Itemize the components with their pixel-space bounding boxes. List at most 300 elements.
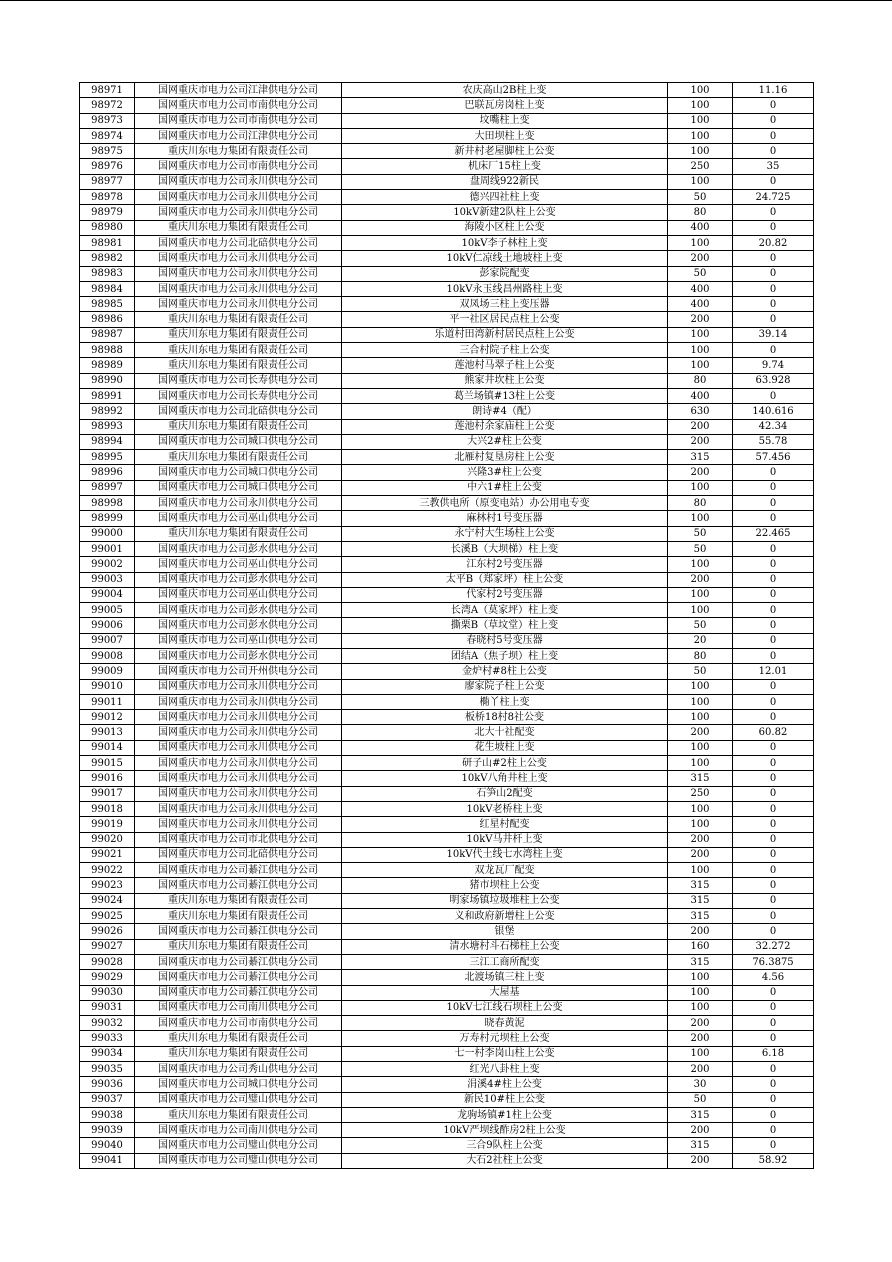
capacity-cell: 315 (668, 771, 733, 786)
row-id-cell: 98985 (80, 297, 135, 312)
transformer-name-cell: 廖家院子柱上公变 (342, 679, 668, 694)
capacity-cell: 100 (668, 174, 733, 189)
company-cell: 国网重庆市电力公司江津供电分公司 (135, 128, 342, 143)
load-value-cell: 32.272 (733, 939, 814, 954)
company-cell: 国网重庆市电力公司城口供电分公司 (135, 480, 342, 495)
company-cell: 国网重庆市电力公司市南供电分公司 (135, 159, 342, 174)
table-row (80, 128, 814, 143)
capacity-cell: 100 (668, 557, 733, 572)
table-row (80, 1046, 814, 1061)
load-value-cell: 0 (733, 603, 814, 618)
transformer-name-cell: 莲池村余家庙柱上公变 (342, 419, 668, 434)
capacity-cell: 400 (668, 388, 733, 403)
company-cell: 国网重庆市电力公司开州供电分公司 (135, 664, 342, 679)
table-row (80, 281, 814, 296)
row-id-cell: 99031 (80, 1000, 135, 1015)
load-value-cell: 0 (733, 251, 814, 266)
transformer-name-cell: 团结A（焦子坝）柱上变 (342, 648, 668, 663)
transformer-name-cell: 10kV永玉线昌州路柱上变 (342, 281, 668, 296)
table-row (80, 924, 814, 939)
row-id-cell: 98978 (80, 190, 135, 205)
table-row (80, 312, 814, 327)
capacity-cell: 400 (668, 281, 733, 296)
capacity-cell: 200 (668, 434, 733, 449)
load-value-cell: 0 (733, 648, 814, 663)
load-value-cell: 35 (733, 159, 814, 174)
table-row (80, 205, 814, 220)
capacity-cell: 315 (668, 1107, 733, 1122)
capacity-cell: 200 (668, 1031, 733, 1046)
table-row (80, 740, 814, 755)
row-id-cell: 98999 (80, 511, 135, 526)
transformer-name-cell: 兴隆3#柱上公变 (342, 465, 668, 480)
table-row (80, 786, 814, 801)
company-cell: 重庆川东电力集团有限责任公司 (135, 343, 342, 358)
capacity-cell: 200 (668, 572, 733, 587)
capacity-cell: 100 (668, 1046, 733, 1061)
capacity-cell: 100 (668, 587, 733, 602)
company-cell: 国网重庆市电力公司彭水供电分公司 (135, 572, 342, 587)
transformer-name-cell: 板桥18村8社公变 (342, 710, 668, 725)
capacity-cell: 200 (668, 419, 733, 434)
company-cell: 国网重庆市电力公司永川供电分公司 (135, 771, 342, 786)
load-value-cell: 0 (733, 572, 814, 587)
capacity-cell: 50 (668, 190, 733, 205)
capacity-cell: 100 (668, 358, 733, 373)
company-cell: 国网重庆市电力公司永川供电分公司 (135, 190, 342, 205)
transformer-name-cell: 猪市坝柱上公变 (342, 878, 668, 893)
transformer-name-cell: 10kV八角井柱上变 (342, 771, 668, 786)
company-cell: 重庆川东电力集团有限责任公司 (135, 1107, 342, 1122)
load-value-cell: 55.78 (733, 434, 814, 449)
table-row (80, 832, 814, 847)
transformer-name-cell: 石笋山2配变 (342, 786, 668, 801)
table-row (80, 633, 814, 648)
company-cell: 国网重庆市电力公司彭水供电分公司 (135, 618, 342, 633)
row-id-cell: 98982 (80, 251, 135, 266)
row-id-cell: 99027 (80, 939, 135, 954)
table-row (80, 587, 814, 602)
transformer-name-cell: 三合村院子柱上公变 (342, 343, 668, 358)
row-id-cell: 99041 (80, 1153, 135, 1168)
company-cell: 国网重庆市电力公司永川供电分公司 (135, 740, 342, 755)
load-value-cell: 0 (733, 909, 814, 924)
company-cell: 国网重庆市电力公司江津供电分公司 (135, 83, 342, 98)
load-value-cell: 12.01 (733, 664, 814, 679)
table-row (80, 358, 814, 373)
row-id-cell: 98994 (80, 434, 135, 449)
transformer-name-cell: 农庆高山2B柱上变 (342, 83, 668, 98)
table-row (80, 159, 814, 174)
company-cell: 重庆川东电力集团有限责任公司 (135, 893, 342, 908)
row-id-cell: 98993 (80, 419, 135, 434)
company-cell: 国网重庆市电力公司綦江供电分公司 (135, 878, 342, 893)
load-value-cell: 0 (733, 694, 814, 709)
table-row (80, 1000, 814, 1015)
capacity-cell: 80 (668, 205, 733, 220)
capacity-cell: 200 (668, 924, 733, 939)
transformer-name-cell: 莲池村马翠子柱上公变 (342, 358, 668, 373)
transformer-name-cell: 大兴2#柱上公变 (342, 434, 668, 449)
transformer-name-cell: 清水塘村斗石梯柱上公变 (342, 939, 668, 954)
table-row (80, 266, 814, 281)
capacity-cell: 50 (668, 664, 733, 679)
transformer-name-cell: 10kV七江线石坝柱上公变 (342, 1000, 668, 1015)
company-cell: 国网重庆市电力公司永川供电分公司 (135, 817, 342, 832)
row-id-cell: 98988 (80, 343, 135, 358)
capacity-cell: 100 (668, 343, 733, 358)
table-row (80, 664, 814, 679)
load-value-cell: 0 (733, 771, 814, 786)
transformer-name-cell: 永宁村大生场柱上公变 (342, 526, 668, 541)
row-id-cell: 99040 (80, 1138, 135, 1153)
company-cell: 国网重庆市电力公司綦江供电分公司 (135, 954, 342, 969)
company-cell: 国网重庆市电力公司彭水供电分公司 (135, 603, 342, 618)
transformer-name-cell: 双凤场三柱上变压器 (342, 297, 668, 312)
table-row (80, 847, 814, 862)
capacity-cell: 200 (668, 1062, 733, 1077)
load-value-cell: 0 (733, 343, 814, 358)
table-row (80, 572, 814, 587)
load-value-cell: 0 (733, 1031, 814, 1046)
transformer-name-cell: 新民10#柱上公变 (342, 1092, 668, 1107)
company-cell: 国网重庆市电力公司长寿供电分公司 (135, 388, 342, 403)
capacity-cell: 80 (668, 373, 733, 388)
transformer-name-cell: 10kV代土线七水湾柱上变 (342, 847, 668, 862)
transformer-name-cell: 花生坡柱上变 (342, 740, 668, 755)
load-value-cell: 0 (733, 205, 814, 220)
transformer-name-cell: 10kV李子林柱上变 (342, 235, 668, 250)
company-cell: 国网重庆市电力公司永川供电分公司 (135, 725, 342, 740)
transformer-name-cell: 银堡 (342, 924, 668, 939)
load-value-cell: 0 (733, 281, 814, 296)
load-value-cell: 24.725 (733, 190, 814, 205)
company-cell: 国网重庆市电力公司巫山供电分公司 (135, 511, 342, 526)
transformer-name-cell: 巴联瓦房岗柱上变 (342, 98, 668, 113)
row-id-cell: 98977 (80, 174, 135, 189)
load-value-cell: 0 (733, 1123, 814, 1138)
table-row (80, 1123, 814, 1138)
load-value-cell: 0 (733, 893, 814, 908)
row-id-cell: 99024 (80, 893, 135, 908)
row-id-cell: 99037 (80, 1092, 135, 1107)
transformer-name-cell: 乐道村田湾新村居民点柱上公变 (342, 327, 668, 342)
row-id-cell: 98995 (80, 450, 135, 465)
table-row (80, 603, 814, 618)
company-cell: 国网重庆市电力公司永川供电分公司 (135, 756, 342, 771)
transformer-name-cell: 万寿村元坝柱上公变 (342, 1031, 668, 1046)
row-id-cell: 98997 (80, 480, 135, 495)
capacity-cell: 200 (668, 832, 733, 847)
load-value-cell: 6.18 (733, 1046, 814, 1061)
load-value-cell: 0 (733, 1077, 814, 1092)
row-id-cell: 99007 (80, 633, 135, 648)
company-cell: 国网重庆市电力公司北碚供电分公司 (135, 235, 342, 250)
row-id-cell: 99017 (80, 786, 135, 801)
load-value-cell: 0 (733, 1016, 814, 1031)
load-value-cell: 4.56 (733, 970, 814, 985)
transformer-name-cell: 彭家院配变 (342, 266, 668, 281)
row-id-cell: 99021 (80, 847, 135, 862)
company-cell: 国网重庆市电力公司綦江供电分公司 (135, 863, 342, 878)
table-row (80, 557, 814, 572)
company-cell: 国网重庆市电力公司綦江供电分公司 (135, 985, 342, 1000)
company-cell: 国网重庆市电力公司永川供电分公司 (135, 266, 342, 281)
load-value-cell: 0 (733, 511, 814, 526)
table-row (80, 251, 814, 266)
company-cell: 国网重庆市电力公司秀山供电分公司 (135, 1062, 342, 1077)
company-cell: 国网重庆市电力公司南川供电分公司 (135, 1000, 342, 1015)
load-value-cell: 0 (733, 633, 814, 648)
transformer-name-cell: 新井村老屋脚柱上公变 (342, 144, 668, 159)
table-row (80, 190, 814, 205)
capacity-cell: 400 (668, 220, 733, 235)
load-value-cell: 0 (733, 128, 814, 143)
table-row (80, 710, 814, 725)
capacity-cell: 200 (668, 312, 733, 327)
load-value-cell: 0 (733, 266, 814, 281)
table-row (80, 1031, 814, 1046)
table-row (80, 511, 814, 526)
transformer-name-cell: 北大十社配变 (342, 725, 668, 740)
table-body (80, 83, 814, 1169)
load-value-cell: 57.456 (733, 450, 814, 465)
load-value-cell: 39.14 (733, 327, 814, 342)
capacity-cell: 200 (668, 725, 733, 740)
load-value-cell: 140.616 (733, 404, 814, 419)
capacity-cell: 50 (668, 618, 733, 633)
row-id-cell: 99005 (80, 603, 135, 618)
company-cell: 国网重庆市电力公司永川供电分公司 (135, 174, 342, 189)
table-row (80, 174, 814, 189)
transformer-table (79, 82, 814, 1169)
capacity-cell: 100 (668, 710, 733, 725)
company-cell: 国网重庆市电力公司永川供电分公司 (135, 786, 342, 801)
capacity-cell: 50 (668, 541, 733, 556)
load-value-cell: 42.34 (733, 419, 814, 434)
capacity-cell: 100 (668, 235, 733, 250)
load-value-cell: 0 (733, 174, 814, 189)
transformer-name-cell: 撕栗B（草坟堂）柱上变 (342, 618, 668, 633)
capacity-cell: 50 (668, 1092, 733, 1107)
load-value-cell: 0 (733, 1107, 814, 1122)
capacity-cell: 100 (668, 740, 733, 755)
load-value-cell: 0 (733, 985, 814, 1000)
transformer-name-cell: 太平B（郑家坪）柱上公变 (342, 572, 668, 587)
row-id-cell: 98990 (80, 373, 135, 388)
company-cell: 国网重庆市电力公司永川供电分公司 (135, 679, 342, 694)
row-id-cell: 99034 (80, 1046, 135, 1061)
load-value-cell: 0 (733, 1000, 814, 1015)
company-cell: 重庆川东电力集团有限责任公司 (135, 939, 342, 954)
transformer-name-cell: 涓溪4#柱上公变 (342, 1077, 668, 1092)
load-value-cell: 0 (733, 847, 814, 862)
load-value-cell: 0 (733, 740, 814, 755)
capacity-cell: 200 (668, 1016, 733, 1031)
load-value-cell: 9.74 (733, 358, 814, 373)
transformer-name-cell: 代家村2号变压器 (342, 587, 668, 602)
company-cell: 国网重庆市电力公司綦江供电分公司 (135, 924, 342, 939)
row-id-cell: 98974 (80, 128, 135, 143)
transformer-name-cell: 中六1#柱上公变 (342, 480, 668, 495)
company-cell: 国网重庆市电力公司北碚供电分公司 (135, 847, 342, 862)
table-row (80, 465, 814, 480)
capacity-cell: 160 (668, 939, 733, 954)
table-row (80, 404, 814, 419)
transformer-name-cell: 三江工商所配变 (342, 954, 668, 969)
table-row (80, 450, 814, 465)
load-value-cell: 0 (733, 1138, 814, 1153)
transformer-name-cell: 盘周线922新民 (342, 174, 668, 189)
company-cell: 国网重庆市电力公司彭水供电分公司 (135, 648, 342, 663)
company-cell: 重庆川东电力集团有限责任公司 (135, 1046, 342, 1061)
transformer-name-cell: 龙驹场镇#1柱上公变 (342, 1107, 668, 1122)
transformer-name-cell: 红星村配变 (342, 817, 668, 832)
transformer-name-cell: 椭丫柱上变 (342, 694, 668, 709)
capacity-cell: 100 (668, 756, 733, 771)
row-id-cell: 98983 (80, 266, 135, 281)
load-value-cell: 0 (733, 618, 814, 633)
company-cell: 国网重庆市电力公司永川供电分公司 (135, 496, 342, 511)
transformer-name-cell: 10kV仁凉线土地坡柱上变 (342, 251, 668, 266)
transformer-name-cell: 大屋基 (342, 985, 668, 1000)
company-cell: 国网重庆市电力公司永川供电分公司 (135, 710, 342, 725)
table-row (80, 496, 814, 511)
transformer-name-cell: 大田坝柱上变 (342, 128, 668, 143)
table-row (80, 893, 814, 908)
row-id-cell: 99030 (80, 985, 135, 1000)
company-cell: 重庆川东电力集团有限责任公司 (135, 419, 342, 434)
load-value-cell: 0 (733, 710, 814, 725)
row-id-cell: 98986 (80, 312, 135, 327)
table-row (80, 144, 814, 159)
row-id-cell: 99004 (80, 587, 135, 602)
load-value-cell: 0 (733, 679, 814, 694)
table-row (80, 725, 814, 740)
capacity-cell: 630 (668, 404, 733, 419)
capacity-cell: 100 (668, 603, 733, 618)
company-cell: 重庆川东电力集团有限责任公司 (135, 358, 342, 373)
load-value-cell: 22.465 (733, 526, 814, 541)
load-value-cell: 20.82 (733, 235, 814, 250)
load-value-cell: 0 (733, 924, 814, 939)
capacity-cell: 315 (668, 878, 733, 893)
company-cell: 国网重庆市电力公司城口供电分公司 (135, 434, 342, 449)
table-row (80, 343, 814, 358)
load-value-cell: 63.928 (733, 373, 814, 388)
transformer-name-cell: 义和政府新增柱上公变 (342, 909, 668, 924)
capacity-cell: 200 (668, 1153, 733, 1168)
transformer-name-cell: 麻林村1号变压器 (342, 511, 668, 526)
load-value-cell: 0 (733, 832, 814, 847)
load-value-cell: 0 (733, 1062, 814, 1077)
table-row (80, 648, 814, 663)
capacity-cell: 315 (668, 1138, 733, 1153)
company-cell: 重庆川东电力集团有限责任公司 (135, 220, 342, 235)
capacity-cell: 200 (668, 847, 733, 862)
row-id-cell: 99018 (80, 801, 135, 816)
transformer-name-cell: 研子山#2柱上公变 (342, 756, 668, 771)
load-value-cell: 0 (733, 863, 814, 878)
load-value-cell: 11.16 (733, 83, 814, 98)
table-row (80, 419, 814, 434)
transformer-name-cell: 10kV严坝线酢房2柱上公变 (342, 1123, 668, 1138)
capacity-cell: 100 (668, 863, 733, 878)
company-cell: 国网重庆市电力公司永川供电分公司 (135, 297, 342, 312)
table-row (80, 541, 814, 556)
row-id-cell: 99025 (80, 909, 135, 924)
table-row (80, 1138, 814, 1153)
load-value-cell: 0 (733, 801, 814, 816)
capacity-cell: 100 (668, 970, 733, 985)
table-row (80, 113, 814, 128)
load-value-cell: 0 (733, 496, 814, 511)
company-cell: 国网重庆市电力公司城口供电分公司 (135, 1077, 342, 1092)
company-cell: 国网重庆市电力公司巫山供电分公司 (135, 557, 342, 572)
transformer-name-cell: 江东村2号变压器 (342, 557, 668, 572)
load-value-cell: 0 (733, 113, 814, 128)
company-cell: 国网重庆市电力公司綦江供电分公司 (135, 970, 342, 985)
row-id-cell: 98971 (80, 83, 135, 98)
capacity-cell: 100 (668, 1000, 733, 1015)
load-value-cell: 0 (733, 817, 814, 832)
load-value-cell: 0 (733, 388, 814, 403)
table-row (80, 1062, 814, 1077)
capacity-cell: 80 (668, 648, 733, 663)
row-id-cell: 98992 (80, 404, 135, 419)
company-cell: 国网重庆市电力公司永川供电分公司 (135, 694, 342, 709)
transformer-name-cell: 北雁村复垦房柱上公变 (342, 450, 668, 465)
transformer-name-cell: 红光八卦柱上变 (342, 1062, 668, 1077)
load-value-cell: 0 (733, 1092, 814, 1107)
capacity-cell: 315 (668, 909, 733, 924)
capacity-cell: 100 (668, 679, 733, 694)
table-row (80, 618, 814, 633)
company-cell: 重庆川东电力集团有限责任公司 (135, 450, 342, 465)
row-id-cell: 99006 (80, 618, 135, 633)
transformer-name-cell: 三合9队柱上公变 (342, 1138, 668, 1153)
row-id-cell: 99026 (80, 924, 135, 939)
load-value-cell: 60.82 (733, 725, 814, 740)
table-row (80, 388, 814, 403)
company-cell: 国网重庆市电力公司市南供电分公司 (135, 113, 342, 128)
company-cell: 国网重庆市电力公司南川供电分公司 (135, 1123, 342, 1138)
row-id-cell: 99003 (80, 572, 135, 587)
table-row (80, 526, 814, 541)
company-cell: 国网重庆市电力公司璧山供电分公司 (135, 1138, 342, 1153)
company-cell: 国网重庆市电力公司长寿供电分公司 (135, 373, 342, 388)
table-row (80, 327, 814, 342)
row-id-cell: 98998 (80, 496, 135, 511)
row-id-cell: 99039 (80, 1123, 135, 1138)
load-value-cell: 0 (733, 557, 814, 572)
page-top-rule (0, 0, 892, 1)
table-row (80, 801, 814, 816)
table-row (80, 1153, 814, 1168)
table-row (80, 970, 814, 985)
table-row (80, 909, 814, 924)
row-id-cell: 99008 (80, 648, 135, 663)
row-id-cell: 98976 (80, 159, 135, 174)
row-id-cell: 99010 (80, 679, 135, 694)
load-value-cell: 0 (733, 312, 814, 327)
load-value-cell: 58.92 (733, 1153, 814, 1168)
row-id-cell: 99023 (80, 878, 135, 893)
row-id-cell: 99009 (80, 664, 135, 679)
row-id-cell: 99020 (80, 832, 135, 847)
company-cell: 国网重庆市电力公司永川供电分公司 (135, 801, 342, 816)
row-id-cell: 98996 (80, 465, 135, 480)
